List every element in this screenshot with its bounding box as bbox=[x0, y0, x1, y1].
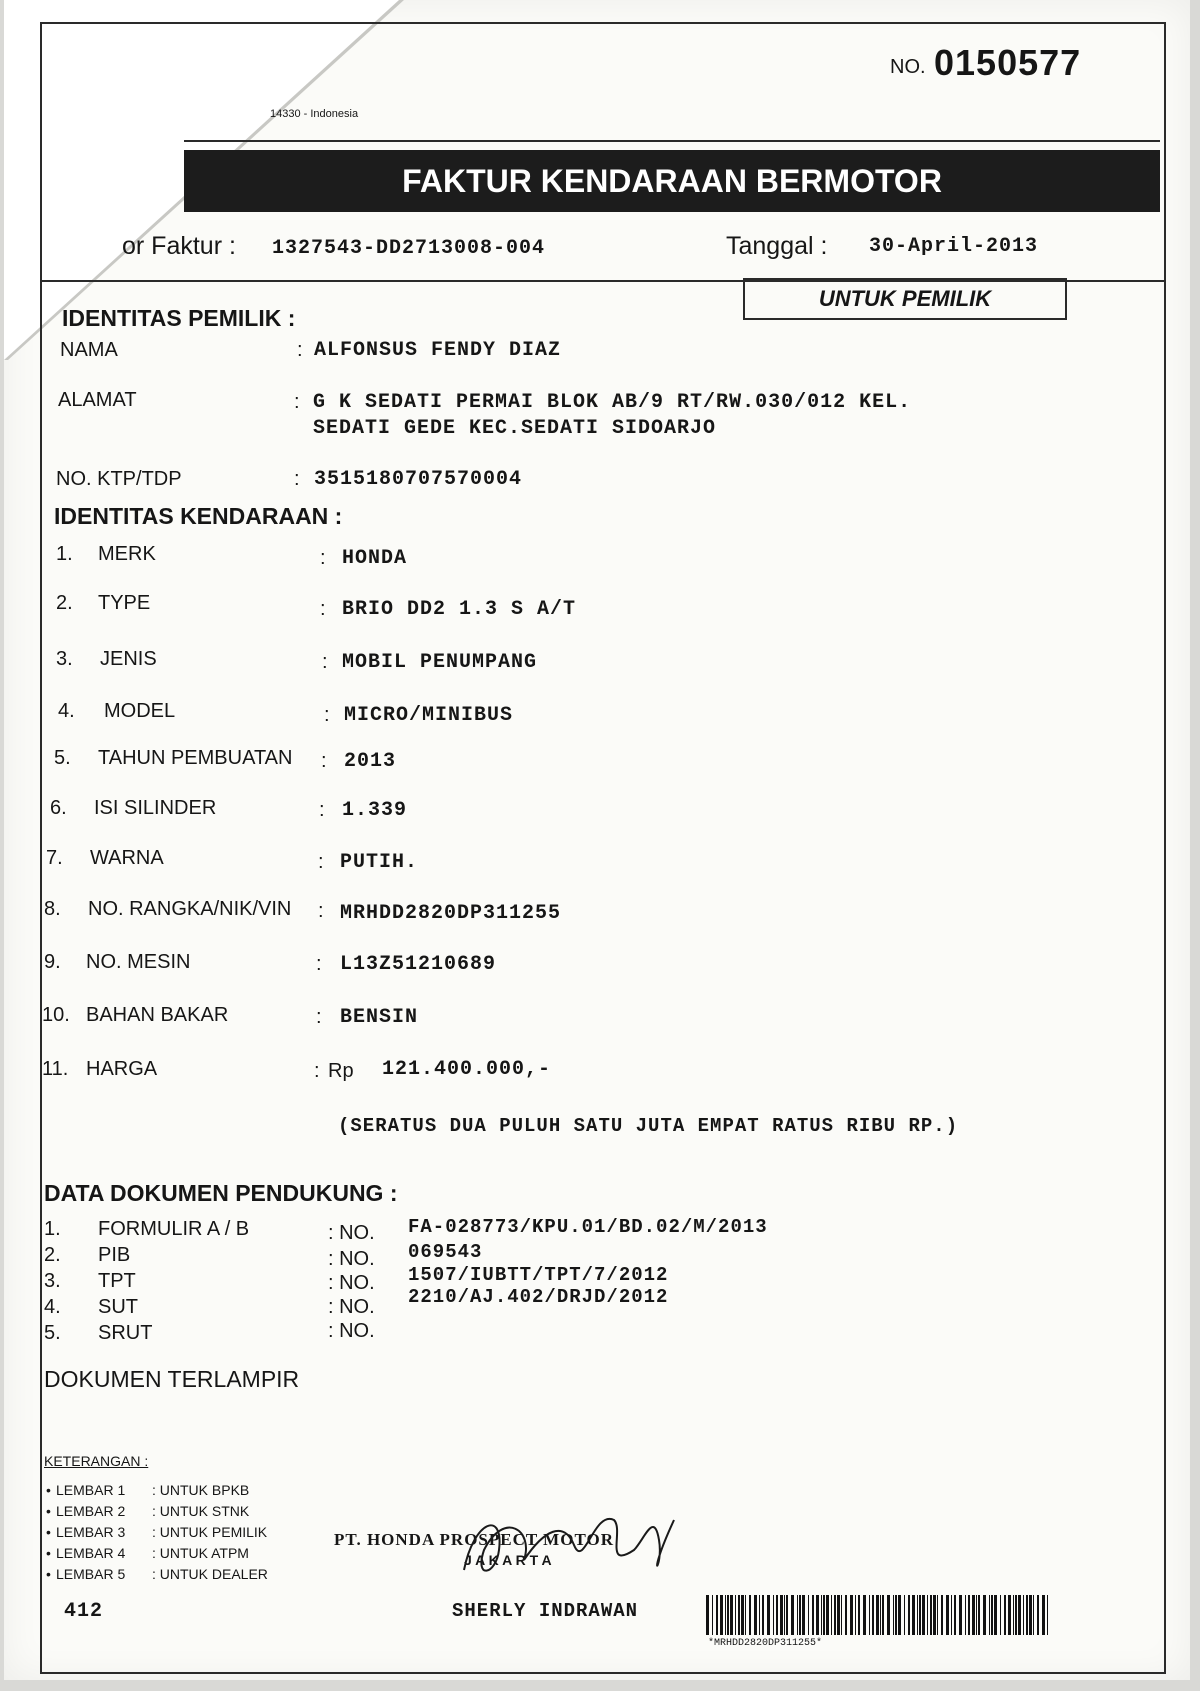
barcode-bar bbox=[730, 1595, 733, 1635]
barcode-bar bbox=[786, 1595, 788, 1635]
barcode-bar bbox=[855, 1595, 856, 1635]
date-label: Tanggal : bbox=[726, 232, 828, 260]
barcode-bar bbox=[895, 1595, 897, 1635]
owner-name-value: ALFONSUS FENDY DIAZ bbox=[314, 339, 562, 362]
note-desc: : UNTUK PEMILIK bbox=[152, 1524, 268, 1540]
vehicle-item-number: 6. bbox=[50, 797, 67, 819]
barcode-bar bbox=[799, 1595, 801, 1635]
colon: : bbox=[316, 953, 322, 975]
barcode-bar bbox=[882, 1595, 884, 1635]
vehicle-item-value: 2013 bbox=[344, 750, 397, 773]
vehicle-item-value: 121.400.000,- bbox=[382, 1058, 552, 1081]
barcode-bar bbox=[735, 1595, 736, 1635]
price-currency: Rp bbox=[328, 1060, 354, 1082]
barcode-bar bbox=[991, 1595, 993, 1635]
vehicle-item-value: L13Z51210689 bbox=[340, 953, 497, 976]
faktur-number-value: 1327543-DD2713008-004 bbox=[272, 237, 546, 260]
barcode-bar bbox=[797, 1595, 798, 1635]
vehicle-item-number: 1. bbox=[56, 543, 73, 565]
barcode-bar bbox=[858, 1595, 860, 1635]
date-value: 30-April-2013 bbox=[869, 235, 1039, 258]
barcode-bar bbox=[994, 1595, 997, 1635]
colon: : bbox=[324, 704, 330, 726]
colon: : bbox=[294, 391, 300, 413]
barcode-bar bbox=[869, 1595, 870, 1635]
vehicle-item-value: BRIO DD2 1.3 S A/T bbox=[342, 598, 577, 621]
barcode-bar bbox=[946, 1595, 949, 1635]
colon: : bbox=[318, 900, 324, 922]
barcode-bar bbox=[802, 1595, 805, 1635]
barcode-bar bbox=[876, 1595, 879, 1635]
note-sheet: LEMBAR 4 bbox=[56, 1545, 126, 1561]
document-page bbox=[4, 0, 1190, 1680]
address-fragment: 14330 - Indonesia bbox=[270, 108, 359, 120]
barcode-bar bbox=[831, 1595, 832, 1635]
vehicle-item-value: BENSIN bbox=[340, 1006, 419, 1029]
barcode-bar bbox=[826, 1595, 829, 1635]
owner-name-label: NAMA bbox=[60, 339, 118, 361]
barcode-bar bbox=[1004, 1595, 1006, 1635]
vehicle-item-number: 2. bbox=[56, 592, 73, 614]
document-item-value: 1507/IUBTT/TPT/7/2012 bbox=[408, 1264, 669, 1286]
vehicle-item-label: TYPE bbox=[98, 592, 151, 614]
barcode-text: *MRHDD2820DP311255* bbox=[708, 1638, 823, 1649]
vehicle-item-number: 11. bbox=[42, 1058, 69, 1080]
vehicle-item-value: HONDA bbox=[342, 547, 408, 570]
vehicle-item-label: NO. RANGKA/NIK/VIN bbox=[88, 898, 292, 920]
note-desc: : UNTUK DEALER bbox=[152, 1566, 268, 1582]
document-item-number: 5. bbox=[44, 1322, 61, 1344]
barcode-bar bbox=[1018, 1595, 1021, 1635]
vehicle-item-number: 8. bbox=[44, 898, 61, 920]
barcode-bar bbox=[784, 1595, 785, 1635]
barcode-bar bbox=[821, 1595, 822, 1635]
vehicle-item-label: HARGA bbox=[86, 1058, 158, 1080]
bullet: • bbox=[46, 1503, 51, 1519]
barcode-bar bbox=[812, 1595, 814, 1635]
note-sheet: LEMBAR 1 bbox=[56, 1482, 126, 1498]
vehicle-item-label: JENIS bbox=[100, 648, 157, 670]
barcode-bar bbox=[841, 1595, 842, 1635]
document-item-no: : NO. bbox=[328, 1248, 375, 1270]
barcode bbox=[704, 1595, 1054, 1635]
vehicle-item-number: 4. bbox=[58, 700, 75, 722]
vehicle-item-value: MOBIL PENUMPANG bbox=[342, 651, 538, 674]
barcode-bar bbox=[989, 1595, 990, 1635]
barcode-bar bbox=[912, 1595, 915, 1635]
owner-heading: IDENTITAS PEMILIK : bbox=[62, 305, 296, 331]
company-city: J A K A R T A bbox=[464, 1552, 552, 1568]
copy-label-box: UNTUK PEMILIK bbox=[743, 278, 1067, 320]
vehicle-item-number: 7. bbox=[46, 847, 63, 869]
vehicle-item-label: BAHAN BAKAR bbox=[86, 1004, 229, 1026]
document-item-label: SUT bbox=[98, 1296, 138, 1318]
signature bbox=[444, 1490, 694, 1600]
barcode-bar bbox=[904, 1595, 905, 1635]
document-item-number: 4. bbox=[44, 1296, 61, 1318]
vehicle-item-label: MERK bbox=[98, 543, 156, 565]
owner-ktp-value: 3515180707570004 bbox=[314, 468, 523, 491]
attached-documents-label: DOKUMEN TERLAMPIR bbox=[44, 1366, 300, 1392]
barcode-bar bbox=[972, 1595, 975, 1635]
barcode-bar bbox=[927, 1595, 928, 1635]
barcode-bar bbox=[893, 1595, 894, 1635]
barcode-bar bbox=[941, 1595, 943, 1635]
barcode-bar bbox=[727, 1595, 729, 1635]
signer-name: SHERLY INDRAWAN bbox=[452, 1600, 639, 1622]
barcode-bar bbox=[951, 1595, 952, 1635]
company-stamp: PT. HONDA PROSPECT MOTOR bbox=[334, 1530, 614, 1549]
barcode-bar bbox=[880, 1595, 881, 1635]
owner-address-line2: SEDATI GEDE KEC.SEDATI SIDOARJO bbox=[313, 417, 717, 440]
barcode-bar bbox=[968, 1595, 970, 1635]
barcode-bar bbox=[706, 1595, 709, 1635]
barcode-bar bbox=[749, 1595, 751, 1635]
barcode-bar bbox=[1015, 1595, 1017, 1635]
barcode-bar bbox=[983, 1595, 986, 1635]
vehicle-item-label: ISI SILINDER bbox=[94, 797, 217, 819]
vehicle-item-label: TAHUN PEMBUATAN bbox=[98, 747, 293, 769]
barcode-bar bbox=[919, 1595, 921, 1635]
barcode-bar bbox=[978, 1595, 980, 1635]
vehicle-item-label: WARNA bbox=[90, 847, 164, 869]
barcode-bar bbox=[887, 1595, 890, 1635]
barcode-bar bbox=[1023, 1595, 1024, 1635]
owner-address-line1: G K SEDATI PERMAI BLOK AB/9 RT/RW.030/012 KEL. bbox=[313, 391, 912, 414]
document-item-label: TPT bbox=[98, 1270, 136, 1292]
barcode-bar bbox=[834, 1595, 836, 1635]
footer-code: 412 bbox=[64, 1600, 104, 1623]
vehicle-item-number: 3. bbox=[56, 648, 73, 670]
barcode-bar bbox=[791, 1595, 794, 1635]
barcode-bar bbox=[745, 1595, 746, 1635]
document-border bbox=[40, 22, 1166, 1674]
vehicle-item-number: 10. bbox=[42, 1004, 70, 1026]
colon: : bbox=[320, 547, 326, 569]
bullet: • bbox=[46, 1482, 51, 1498]
barcode-bar bbox=[1008, 1595, 1011, 1635]
colon: : bbox=[322, 651, 328, 673]
barcode-bar bbox=[780, 1595, 783, 1635]
colon: : bbox=[319, 799, 325, 821]
barcode-bar bbox=[930, 1595, 932, 1635]
barcode-bar bbox=[808, 1595, 809, 1635]
vehicle-item-value: PUTIH. bbox=[340, 851, 419, 874]
notes-heading: KETERANGAN : bbox=[44, 1453, 149, 1469]
document-number-label: NO. bbox=[890, 56, 926, 78]
colon: : bbox=[294, 468, 300, 490]
vehicle-item-label: NO. MESIN bbox=[86, 951, 191, 973]
note-desc: : UNTUK BPKB bbox=[152, 1482, 250, 1498]
colon: : bbox=[316, 1006, 322, 1028]
note-desc: : UNTUK STNK bbox=[152, 1503, 250, 1519]
barcode-bar bbox=[845, 1595, 847, 1635]
barcode-bar bbox=[720, 1595, 723, 1635]
note-sheet: LEMBAR 5 bbox=[56, 1566, 126, 1582]
barcode-bar bbox=[959, 1595, 962, 1635]
document-item-no: : NO. bbox=[328, 1296, 375, 1318]
barcode-bar bbox=[937, 1595, 938, 1635]
barcode-bar bbox=[738, 1595, 740, 1635]
barcode-bar bbox=[837, 1595, 840, 1635]
document-item-number: 1. bbox=[44, 1218, 61, 1240]
barcode-bar bbox=[1037, 1595, 1039, 1635]
bullet: • bbox=[46, 1524, 51, 1540]
document-item-value: FA-028773/KPU.01/BD.02/M/2013 bbox=[408, 1216, 768, 1238]
vehicle-heading: IDENTITAS KENDARAAN : bbox=[54, 503, 343, 529]
note-sheet: LEMBAR 3 bbox=[56, 1524, 126, 1540]
barcode-bar bbox=[976, 1595, 977, 1635]
barcode-bar bbox=[725, 1595, 726, 1635]
barcode-bar bbox=[1026, 1595, 1028, 1635]
colon: : bbox=[318, 851, 324, 873]
barcode-bar bbox=[933, 1595, 936, 1635]
bullet: • bbox=[46, 1566, 51, 1582]
document-item-value: 2210/AJ.402/DRJD/2012 bbox=[408, 1286, 669, 1308]
colon: : bbox=[321, 750, 327, 772]
barcode-bar bbox=[917, 1595, 918, 1635]
barcode-bar bbox=[1029, 1595, 1032, 1635]
barcode-bar bbox=[863, 1595, 866, 1635]
barcode-bar bbox=[1033, 1595, 1034, 1635]
vehicle-item-value: MRHDD2820DP311255 bbox=[340, 902, 562, 925]
colon: : bbox=[320, 598, 326, 620]
barcode-bar bbox=[965, 1595, 966, 1635]
barcode-bar bbox=[767, 1595, 770, 1635]
barcode-bar bbox=[759, 1595, 760, 1635]
bullet: • bbox=[46, 1545, 51, 1561]
document-item-label: PIB bbox=[98, 1244, 131, 1266]
barcode-bar bbox=[850, 1595, 853, 1635]
note-desc: : UNTUK ATPM bbox=[152, 1545, 249, 1561]
colon: : bbox=[314, 1060, 320, 1082]
barcode-bar bbox=[712, 1595, 713, 1635]
barcode-bar bbox=[922, 1595, 925, 1635]
document-item-label: FORMULIR A / B bbox=[98, 1218, 250, 1240]
owner-address-label: ALAMAT bbox=[58, 389, 137, 411]
vehicle-item-value: 1.339 bbox=[342, 799, 408, 822]
barcode-bar bbox=[1013, 1595, 1014, 1635]
vehicle-item-label: MODEL bbox=[104, 700, 176, 722]
owner-ktp-label: NO. KTP/TDP bbox=[56, 468, 182, 490]
note-sheet: LEMBAR 2 bbox=[56, 1503, 126, 1519]
document-number: 0150577 bbox=[934, 42, 1082, 83]
barcode-bar bbox=[823, 1595, 825, 1635]
barcode-bar bbox=[716, 1595, 718, 1635]
vehicle-item-number: 5. bbox=[54, 747, 71, 769]
vehicle-item-value: MICRO/MINIBUS bbox=[344, 704, 514, 727]
barcode-bar bbox=[1042, 1595, 1045, 1635]
barcode-bar bbox=[816, 1595, 819, 1635]
barcode-bar bbox=[754, 1595, 757, 1635]
faktur-number-label: or Faktur : bbox=[122, 232, 236, 260]
price-in-words: (SERATUS DUA PULUH SATU JUTA EMPAT RATUS RIBU RP.) bbox=[338, 1115, 959, 1137]
barcode-bar bbox=[954, 1595, 956, 1635]
barcode-bar bbox=[898, 1595, 901, 1635]
barcode-bar bbox=[872, 1595, 874, 1635]
vehicle-item-number: 9. bbox=[44, 951, 61, 973]
header-rule bbox=[184, 140, 1160, 142]
document-item-no: : NO. bbox=[328, 1222, 375, 1244]
barcode-bar bbox=[1000, 1595, 1001, 1635]
document-item-no: : NO. bbox=[328, 1320, 375, 1342]
document-item-no: : NO. bbox=[328, 1272, 375, 1294]
barcode-bar bbox=[762, 1595, 764, 1635]
document-title: FAKTUR KENDARAAN BERMOTOR bbox=[184, 150, 1160, 212]
documents-heading: DATA DOKUMEN PENDUKUNG : bbox=[44, 1180, 398, 1206]
document-item-value: 069543 bbox=[408, 1241, 483, 1263]
barcode-bar bbox=[908, 1595, 910, 1635]
colon: : bbox=[297, 339, 303, 361]
barcode-bar bbox=[773, 1595, 774, 1635]
barcode-bar bbox=[776, 1595, 778, 1635]
document-item-label: SRUT bbox=[98, 1322, 153, 1344]
barcode-bar bbox=[741, 1595, 744, 1635]
document-item-number: 3. bbox=[44, 1270, 61, 1292]
document-item-number: 2. bbox=[44, 1244, 61, 1266]
barcode-bar bbox=[1047, 1595, 1048, 1635]
